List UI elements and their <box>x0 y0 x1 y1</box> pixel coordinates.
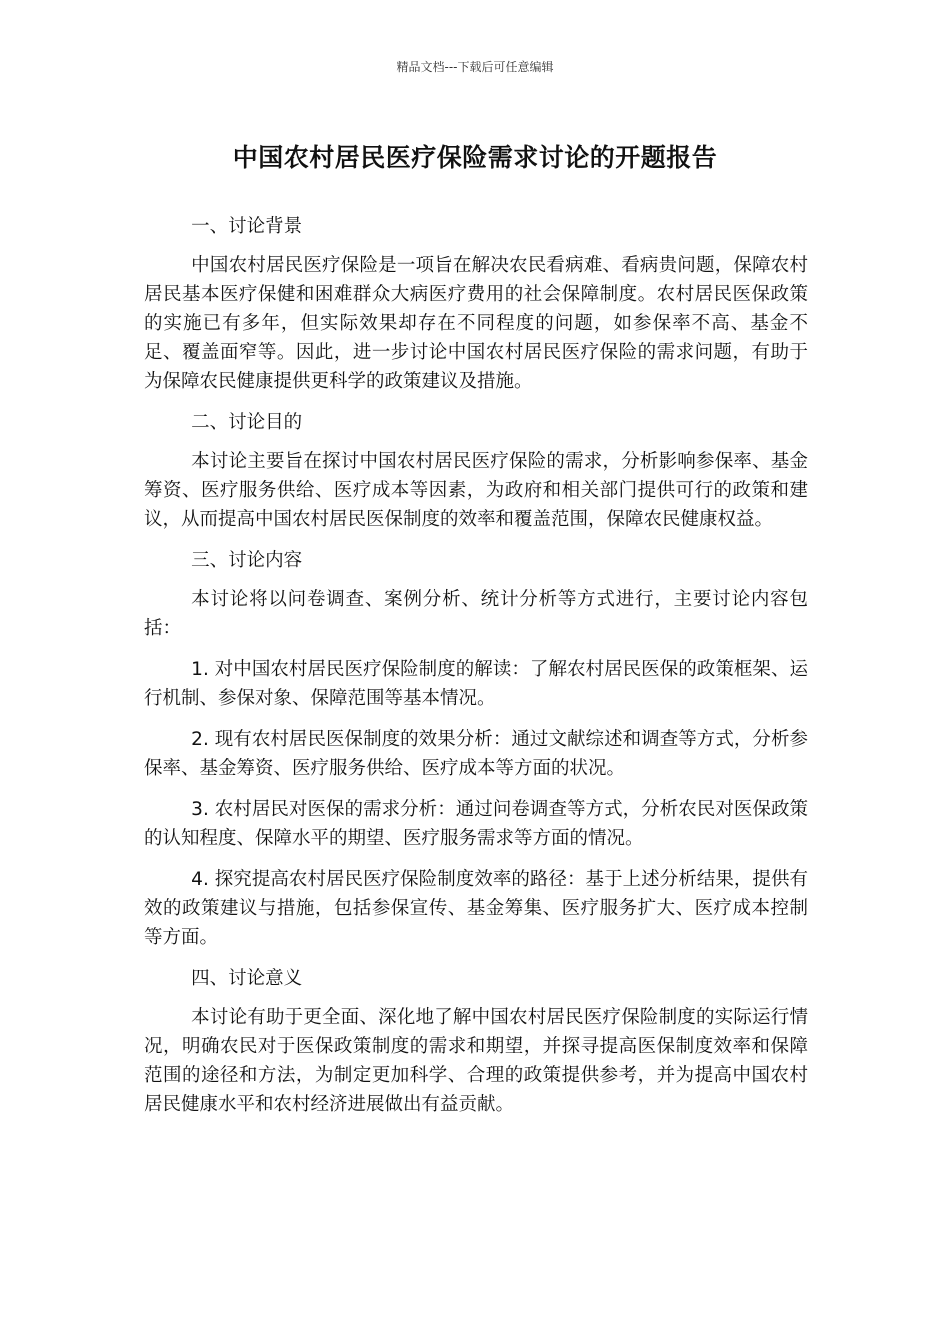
paragraph: 本讨论主要旨在探讨中国农村居民医疗保险的需求，分析影响参保率、基金筹资、医疗服务供给、医疗成本等因素，为政府和相关部门提供可行的政策和建议，从而提高中国农村居民医保制度的效率和覆盖范围，保障农民健康权益。 <box>144 451 808 530</box>
document-title: 中国农村居民医疗保险需求讨论的开题报告 <box>232 143 718 172</box>
paragraph: 中国农村居民医疗保险是一项旨在解决农民看病难、看病贵问题，保障农村居民基本医疗保健和困难群众大病医疗费用的社会保障制度。农村居民医保政策的实施已有多年，但实际效果却存在不同程度的问题，如参保率不高、基金不足、覆盖面窄等。因此，进一步讨论中国农村居民医疗保险的需求问题，有助于为保障农民健康提供更科学的政策建议及措施。 <box>144 255 808 392</box>
document-body <box>144 212 808 1131</box>
list-item: 3. 农村居民对医保的需求分析：通过问卷调查等方式，分析农民对医保政策的认知程度、保障水平的期望、医疗服务需求等方面的情况。 <box>144 799 808 849</box>
paragraph: 本讨论有助于更全面、深化地了解中国农村居民医疗保险制度的实际运行情况，明确农民对于医保政策制度的需求和期望，并探寻提高医保制度效率和保障范围的途径和方法，为制定更加科学、合理的政策提供参考，并为提高中国农村居民健康水平和农村经济进展做出有益贡献。 <box>144 1007 808 1115</box>
section-heading-background: 一、讨论背景 <box>191 216 303 237</box>
header-note: 精品文档---下载后可任意编辑 <box>396 60 554 74</box>
section-heading-significance: 四、讨论意义 <box>191 968 303 989</box>
list-item: 4. 探究提高农村居民医疗保险制度效率的路径：基于上述分析结果，提供有效的政策建议与措施，包括参保宣传、基金筹集、医疗服务扩大、医疗成本控制等方面。 <box>144 869 808 948</box>
section-heading-content: 三、讨论内容 <box>191 550 303 571</box>
list-item: 2. 现有农村居民医保制度的效果分析：通过文献综述和调查等方式，分析参保率、基金筹资、医疗服务供给、医疗成本等方面的状况。 <box>144 729 808 779</box>
paragraph: 本讨论将以问卷调查、案例分析、统计分析等方式进行，主要讨论内容包括： <box>144 589 808 639</box>
list-item: 1. 对中国农村居民医疗保险制度的解读：了解农村居民医保的政策框架、运行机制、参保对象、保障范围等基本情况。 <box>144 659 808 709</box>
section-heading-purpose: 二、讨论目的 <box>191 412 303 433</box>
